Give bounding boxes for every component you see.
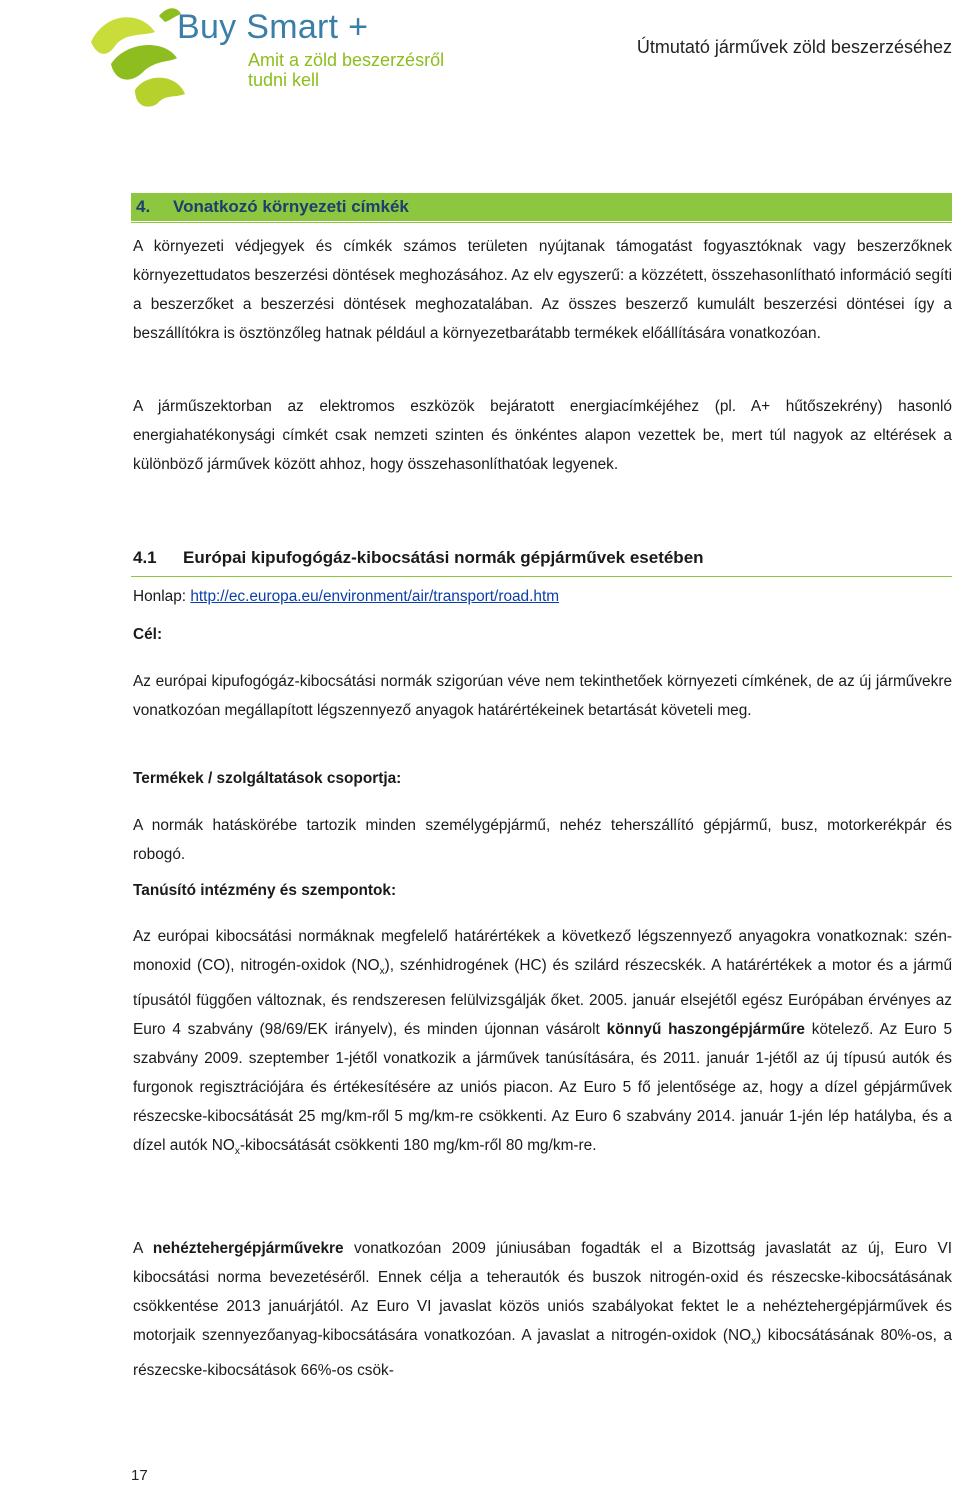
- document-header-title: Útmutató járművek zöld beszerzéséhez: [636, 37, 952, 57]
- text-run: ), szénhidrogének (HC) és szilárd részecskék. A határértékek a motor és a jármű típusától függően változnak, és rendszeresen felülvizsgálják őket. 2005. január elsejétől egész Európában érvényes az Euro 4 szabvány (98/69/EK irányelv), és minden újonnan vásárolt: [133, 957, 953, 1039]
- text-run: Az európai kibocsátási normáknak megfelelő határértékek a következő légszennyező anyagokra vonatkoznak: szén-monoxid (CO), nitrogén-oxidok (NO: [133, 928, 952, 974]
- section-4-1-title: Európai kipufogógáz-kibocsátási normák gépjárművek esetében: [183, 548, 704, 567]
- heading-divider: [131, 222, 952, 223]
- logo-subtitle-line2: tudni kell: [248, 70, 320, 90]
- text-run: vonatkozóan 2009 júniusában fogadták el a Bizottság javaslatát az új, Euro VI kibocsátási norma bevezetéséről. Ennek célja a teherautók és buszok nitrogén-oxid és részecske-kibocsátásának csökkentése 2013 januárjától. Az Euro VI javaslat közös uniós szabályokat fektet le a nehéztehergépjárművek és motorjaik szennyezőanyag-kibocsátására vonatkozóan. A javaslat a nitrogén-oxidok (NO: [133, 1240, 953, 1344]
- certifier-label: Tanúsító intézmény és szempontok:: [133, 882, 397, 899]
- text-run: ) kibocsátásának 80%-os, a részecske-kibocsátások 66%-os csök-: [133, 1327, 952, 1380]
- homepage-line: [133, 588, 559, 606]
- text-run: A: [133, 1240, 153, 1257]
- logo-title: Buy Smart +: [177, 8, 369, 46]
- text-run: kötelező. Az Euro 5 szabvány 2009. szeptember 1-jétől vonatkozik a járművek tanúsítására, és 2011. január 1-jétől az új típusú autók és furgonok regisztrációjára és értékesítésére az uniós piacon. Az Euro 5 fő jelentősége az, hogy a dízel gépjárművek részecske-kibocsátását 25 mg/km-ről 5 mg/km-re csökkenti. Az Euro 6 szabvány 2014. január 1-jén lép hatályba, és a dízel autók NO: [133, 1021, 953, 1155]
- section-4-number: 4.: [136, 197, 151, 216]
- products-label: Termékek / szolgáltatások csoportja:: [133, 770, 402, 787]
- certifier-paragraph-2: [133, 1234, 952, 1385]
- section-4-paragraph-2: A járműszektorban az elektromos eszközök bejáratott energiacímkéjéhez (pl. A+ hűtőszekrény) hasonló energiahatékonysági címkét csak nemzeti szinten és önkéntes alapon vezettek be, mert túl nagyok az eltérések a különböző járművek között ahhoz, hogy összehasonlíthatóak legyenek.: [133, 398, 952, 473]
- bold-text: nehéztehergépjárművekre: [152, 1240, 344, 1257]
- bold-text: könnyű haszongépjárműre: [606, 1021, 805, 1039]
- section-4-1-number: 4.1: [133, 548, 157, 567]
- page-number: 17: [131, 1467, 148, 1484]
- certifier-paragraph-1: [133, 922, 952, 1166]
- subscript: x: [751, 1336, 757, 1348]
- subscript: x: [379, 966, 385, 978]
- goal-paragraph: Az európai kipufogógáz-kibocsátási normák szigorúan véve nem tekinthetőek környezeti címkének, de az új járművekre vonatkozóan megállapított légszennyező anyagok határértékeinek betartását követeli meg.: [133, 673, 952, 719]
- products-paragraph: A normák hatáskörébe tartozik minden személygépjármű, nehéz teherszállító gépjármű, busz, motorkerékpár és robogó.: [133, 817, 952, 863]
- homepage-link[interactable]: http://ec.europa.eu/environment/air/transport/road.htm: [190, 588, 560, 605]
- section-4-title: Vonatkozó környezeti címkék: [173, 197, 409, 216]
- section-4-1-heading: [133, 548, 704, 568]
- goal-label: Cél:: [133, 626, 163, 643]
- section-4-heading: [131, 193, 952, 221]
- logo-subtitle-line1: Amit a zöld beszerzésről: [248, 50, 445, 70]
- buy-smart-logo: [85, 2, 465, 114]
- section-4-paragraph-1: A környezeti védjegyek és címkék számos területen nyújtanak támogatást fogyasztóknak vagy beszerzőknek környezettudatos beszerzési döntések meghozásához. Az elv egyszerű: a közzétett, összehasonlítható információ segíti a beszerzőket a beszerzési döntések meghozatalában. Az összes beszerző kumulált beszerzési döntései így a beszállítókra is ösztönzőleg hatnak például a környezetbarátabb termékek előállítására vonatkozóan.: [133, 238, 952, 342]
- subscript: x: [234, 1146, 240, 1158]
- section-4-1-divider: [131, 576, 952, 577]
- homepage-label: Honlap:: [133, 588, 191, 605]
- text-run: -kibocsátását csökkenti 180 mg/km-ről 80 mg/km-re.: [239, 1137, 597, 1155]
